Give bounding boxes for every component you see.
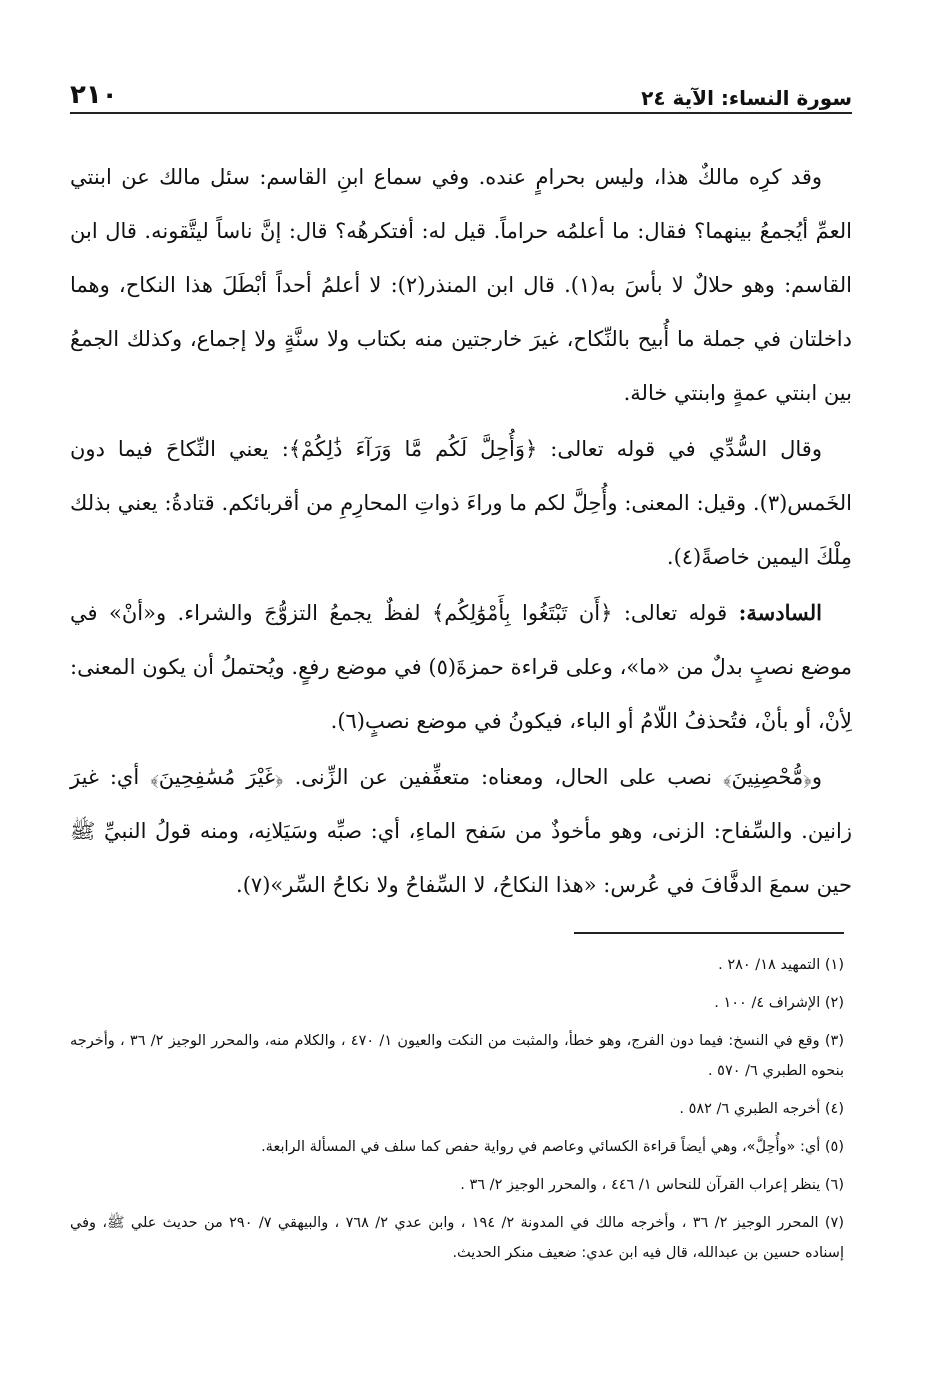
- paragraph-3-text: قوله تعالى: ﴿أَن تَبْتَغُوا بِأَمْوَٰلِكُم﴾ لفظٌ يجمعُ التزوُّجَ والشراء. و«أنْ» في موضع نصبٍ بدلٌ من «ما»، وعلى قراءة حمزةَ(٥) في موضع رفعٍ. ويُحتملُ أن يكون المعنى: لِأنْ، أو بأنْ، فتُحذفُ اللّامُ أو الباء، فيكونُ في موضع نصبٍ(٦).: [70, 601, 852, 733]
- page-number: ٢١٠: [70, 80, 118, 110]
- footnote-6: (٦) ينظر إعراب القرآن للنحاس ١/ ٤٤٦ ، والمحرر الوجيز ٢/ ٣٦ .: [460, 1177, 844, 1193]
- paragraph-3: [70, 586, 852, 748]
- footnote-4: (٤) أخرجه الطبري ٦/ ٥٨٢ .: [679, 1101, 844, 1117]
- header-rule: [70, 112, 852, 114]
- footnote-1: (١) التمهيد ١٨/ ٢٨٠ .: [718, 957, 844, 973]
- footnote-separator: [574, 932, 844, 934]
- footnote-2: (٢) الإشراف ٤/ ١٠٠ .: [714, 995, 844, 1011]
- paragraph-2: وقال السُّدِّي في قوله تعالى: ﴿وَأُحِلَّ لَكُم مَّا وَرَآءَ ذَٰلِكُمْ﴾: يعني النِّكاحَ فيما دون الخَمس(٣). وقيل: المعنى: وأُحِلَّ لكم ما وراءَ ذواتِ المحارِمِ من أقربائكم. قتادةُ: يعني بذلك مِلْكَ اليمين خاصةً(٤).: [70, 437, 852, 569]
- footnotes: [70, 950, 844, 1276]
- running-title: سورة النساء: الآية ٢٤: [641, 86, 852, 110]
- section-label-sixth: السادسة:: [738, 600, 822, 625]
- paragraph-1: وقد كرِه مالكٌ هذا، وليس بحرامٍ عنده. وفي سماع ابنِ القاسم: سئل مالك عن ابنتي العمِّ أيُجمعُ بينهما؟ فقال: ما أعلمُه حراماً. قيل له: أفتكرهُه؟ قال: إنَّ ناساً ليتَّقونه. قال ابن القاسم: وهو حلالٌ لا بأسَ به(١). قال ابن المنذر(٢): لا أعلمُ أحداً أبْطَلَ هذا النكاح، وهما داخلتان في جملة ما أُبيح بالنِّكاح، غيرَ خارجتين منه بكتاب ولا سنَّةٍ ولا إجماع، وكذلك الجمعُ بين ابنتي عمةٍ وابنتي خالة.: [70, 165, 852, 405]
- footnote-3: (٣) وقع في النسخ: فيما دون الفرج، وهو خطأ، والمثبت من النكت والعيون ١/ ٤٧٠ ، والكلام منه، والمحرر الوجيز ٢/ ٣٦ ، وأخرجه بنحوه الطبري ٦/ ٥٧٠ .: [70, 1033, 844, 1079]
- page-header: [70, 74, 852, 110]
- footnote-7: (٧) المحرر الوجيز ٢/ ٣٦ ، وأخرجه مالك في المدونة ٢/ ١٩٤ ، وابن عدي ٢/ ٧٦٨ ، والبيهقي ٧/ ٢٩٠ من حديث علي ﷺ، وفي إسناده حسين بن عبدالله، قال فيه ابن عدي: ضعيف منكر الحديث.: [70, 1215, 844, 1261]
- paragraph-4: و﴿مُّحْصِنِينَ﴾ نصب على الحال، ومعناه: متعفِّفين عن الزِّنى. ﴿غَيْرَ مُسَٰفِحِينَ﴾ أي: غيرَ زانين. والسِّفاح: الزنى، وهو مأخوذٌ من سَفح الماءِ، أي: صبِّه وسَيَلانِه، ومنه قولُ النبيِّ ﷺ حين سمعَ الدفَّافَ في عُرس: «هذا النكاحُ، لا السِّفاحُ ولا نكاحُ السِّر»(٧).: [70, 765, 852, 897]
- footnote-5: (٥) أي: «وأُحِلَّ»، وهي أيضاً قراءة الكسائي وعاصم في رواية حفص كما سلف في المسألة الرابعة.: [261, 1139, 844, 1155]
- main-text: [70, 150, 852, 914]
